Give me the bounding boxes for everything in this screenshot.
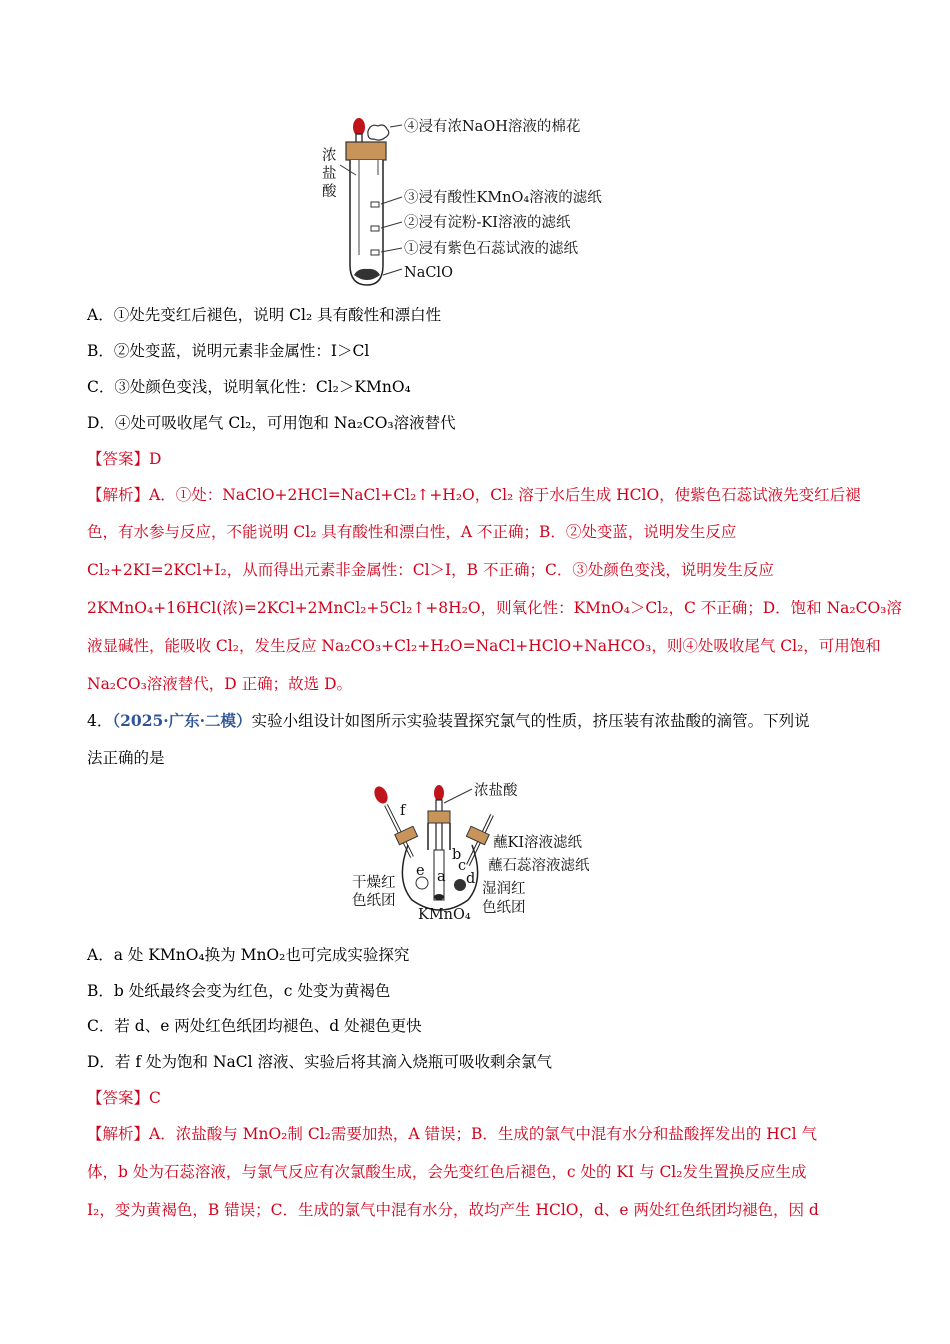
label-dry-1: 干燥红: [352, 875, 396, 891]
label-d: d: [466, 871, 476, 887]
leader-line-bottom: [383, 269, 402, 275]
label-litmus: ①浸有紫色石蕊试液的滤纸: [404, 241, 578, 257]
q3-explanation-4: 2KMnO₄+16HCl(浓)=2KCl+2MnCl₂+5Cl₂↑+8H₂O，则氧化性：KMnO₄＞Cl₂，C 不正确；D．饱和 Na₂CO₃溶: [87, 599, 902, 617]
center-dropper-bulb: [434, 785, 444, 801]
test-tube: [350, 160, 383, 285]
paper-ball-d: [454, 879, 466, 891]
label-concentrated-hcl: 浓盐酸: [474, 783, 518, 799]
label-ki-paper: 蘸KI溶液滤纸: [493, 835, 583, 851]
leader-line-1: [381, 248, 402, 252]
q3-option-c: C．③处颜色变浅，说明氧化性：Cl₂＞KMnO₄: [87, 378, 411, 396]
q3-answer: 【答案】D: [87, 450, 162, 468]
q4-explanation-2: 体，b 处为石蕊溶液，与氯气反应有次氯酸生成，会先变红色后褪色，c 处的 KI 与 Cl₂发生置换反应生成: [87, 1163, 807, 1181]
q4-stem: [87, 711, 810, 731]
label-left-3: 酸: [322, 184, 337, 200]
label-wet-1: 湿润红: [482, 881, 526, 897]
label-a: a: [437, 869, 446, 885]
label-kmno4: ③浸有酸性KMnO₄溶液的滤纸: [404, 190, 602, 206]
center-stopper: [428, 811, 450, 823]
label-c: c: [458, 858, 467, 874]
left-dropper-bulb: [372, 784, 390, 805]
q4-option-c: C．若 d、e 两处红色纸团均褪色、d 处褪色更快: [87, 1017, 422, 1035]
label-naclo: NaClO: [404, 265, 453, 281]
dropper-bulb: [353, 118, 365, 136]
label-kmno4-bottom: KMnO₄: [418, 907, 471, 923]
label-litmus-paper: 蘸石蕊溶液滤纸: [488, 858, 590, 874]
filter-paper-1: [371, 250, 379, 255]
q3-explanation-2: 色，有水参与反应，不能说明 Cl₂ 具有酸性和漂白性，A 不正确；B．②处变蓝，说明发生反应: [87, 523, 737, 541]
leader-line-3: [381, 197, 402, 204]
q4-source: （2025·广东·二模）: [112, 711, 252, 730]
q4-explanation-1: 【解析】A．浓盐酸与 MnO₂制 Cl₂需要加热，A 错误；B．生成的氯气中混有水分和盐酸挥发出的 HCl 气: [87, 1125, 818, 1143]
q4-explanation-3: I₂，变为黄褐色，B 错误；C．生成的氯气中混有水分，故均产生 HClO，d、e 两处红色纸团均褪色，因 d: [87, 1201, 819, 1219]
leader-top: [444, 789, 472, 803]
label-left-1: 浓: [322, 148, 337, 164]
label-f: f: [400, 803, 406, 819]
label-b: b: [452, 847, 462, 863]
q4-option-b: B．b 处纸最终会变为红色，c 处变为黄褐色: [87, 982, 391, 1000]
flask-figure: [0, 775, 950, 925]
q4-answer: 【答案】C: [87, 1089, 161, 1107]
q4-number: 4．: [87, 712, 113, 730]
leader-line: [390, 125, 402, 127]
label-ki: ②浸有淀粉-KI溶液的滤纸: [404, 215, 571, 231]
label-e: e: [416, 863, 425, 879]
stopper: [346, 142, 386, 160]
kmno4-solid: [434, 894, 444, 900]
label-cotton: ④浸有浓NaOH溶液的棉花: [404, 119, 581, 135]
q3-explanation-6: Na₂CO₃溶液替代，D 正确；故选 D。: [87, 675, 353, 693]
q4-option-a: A．a 处 KMnO₄换为 MnO₂也可完成实验探究: [87, 946, 410, 964]
q3-explanation-1: 【解析】A．①处：NaClO+2HCl=NaCl+Cl₂↑+H₂O，Cl₂ 溶于水后生成 HClO，使紫色石蕊试液先变红后褪: [87, 486, 861, 504]
q3-explanation-5: 液显碱性，能吸收 Cl₂，发生反应 Na₂CO₃+Cl₂+H₂O=NaCl+HClO+NaHCO₃，则④处吸收尾气 Cl₂，可用饱和: [87, 637, 881, 655]
filter-paper-2: [371, 226, 379, 231]
q4-stem-2: 法正确的是: [87, 749, 165, 767]
cotton-icon: [368, 125, 389, 140]
q3-option-b: B．②处变蓝，说明元素非金属性：I＞Cl: [87, 342, 370, 360]
q3-option-a: A．①处先变红后褪色，说明 Cl₂ 具有酸性和漂白性: [87, 306, 442, 324]
q4-stem-text: 实验小组设计如图所示实验装置探究氯气的性质，挤压装有浓盐酸的滴管。下列说: [251, 712, 810, 730]
filter-paper-3: [371, 202, 379, 207]
label-left-2: 盐: [322, 166, 337, 182]
q4-option-d: D．若 f 处为饱和 NaCl 溶液、实验后将其滴入烧瓶可吸收剩余氯气: [87, 1053, 552, 1071]
label-dry-2: 色纸团: [352, 893, 396, 909]
label-wet-2: 色纸团: [482, 900, 526, 916]
q3-explanation-3: Cl₂+2KI=2KCl+I₂，从而得出元素非金属性：Cl＞I，B 不正确；C．③处颜色变浅，说明发生反应: [87, 561, 774, 579]
leader-line-2: [381, 222, 402, 228]
q3-option-d: D．④处可吸收尾气 Cl₂，可用饱和 Na₂CO₃溶液替代: [87, 414, 456, 432]
